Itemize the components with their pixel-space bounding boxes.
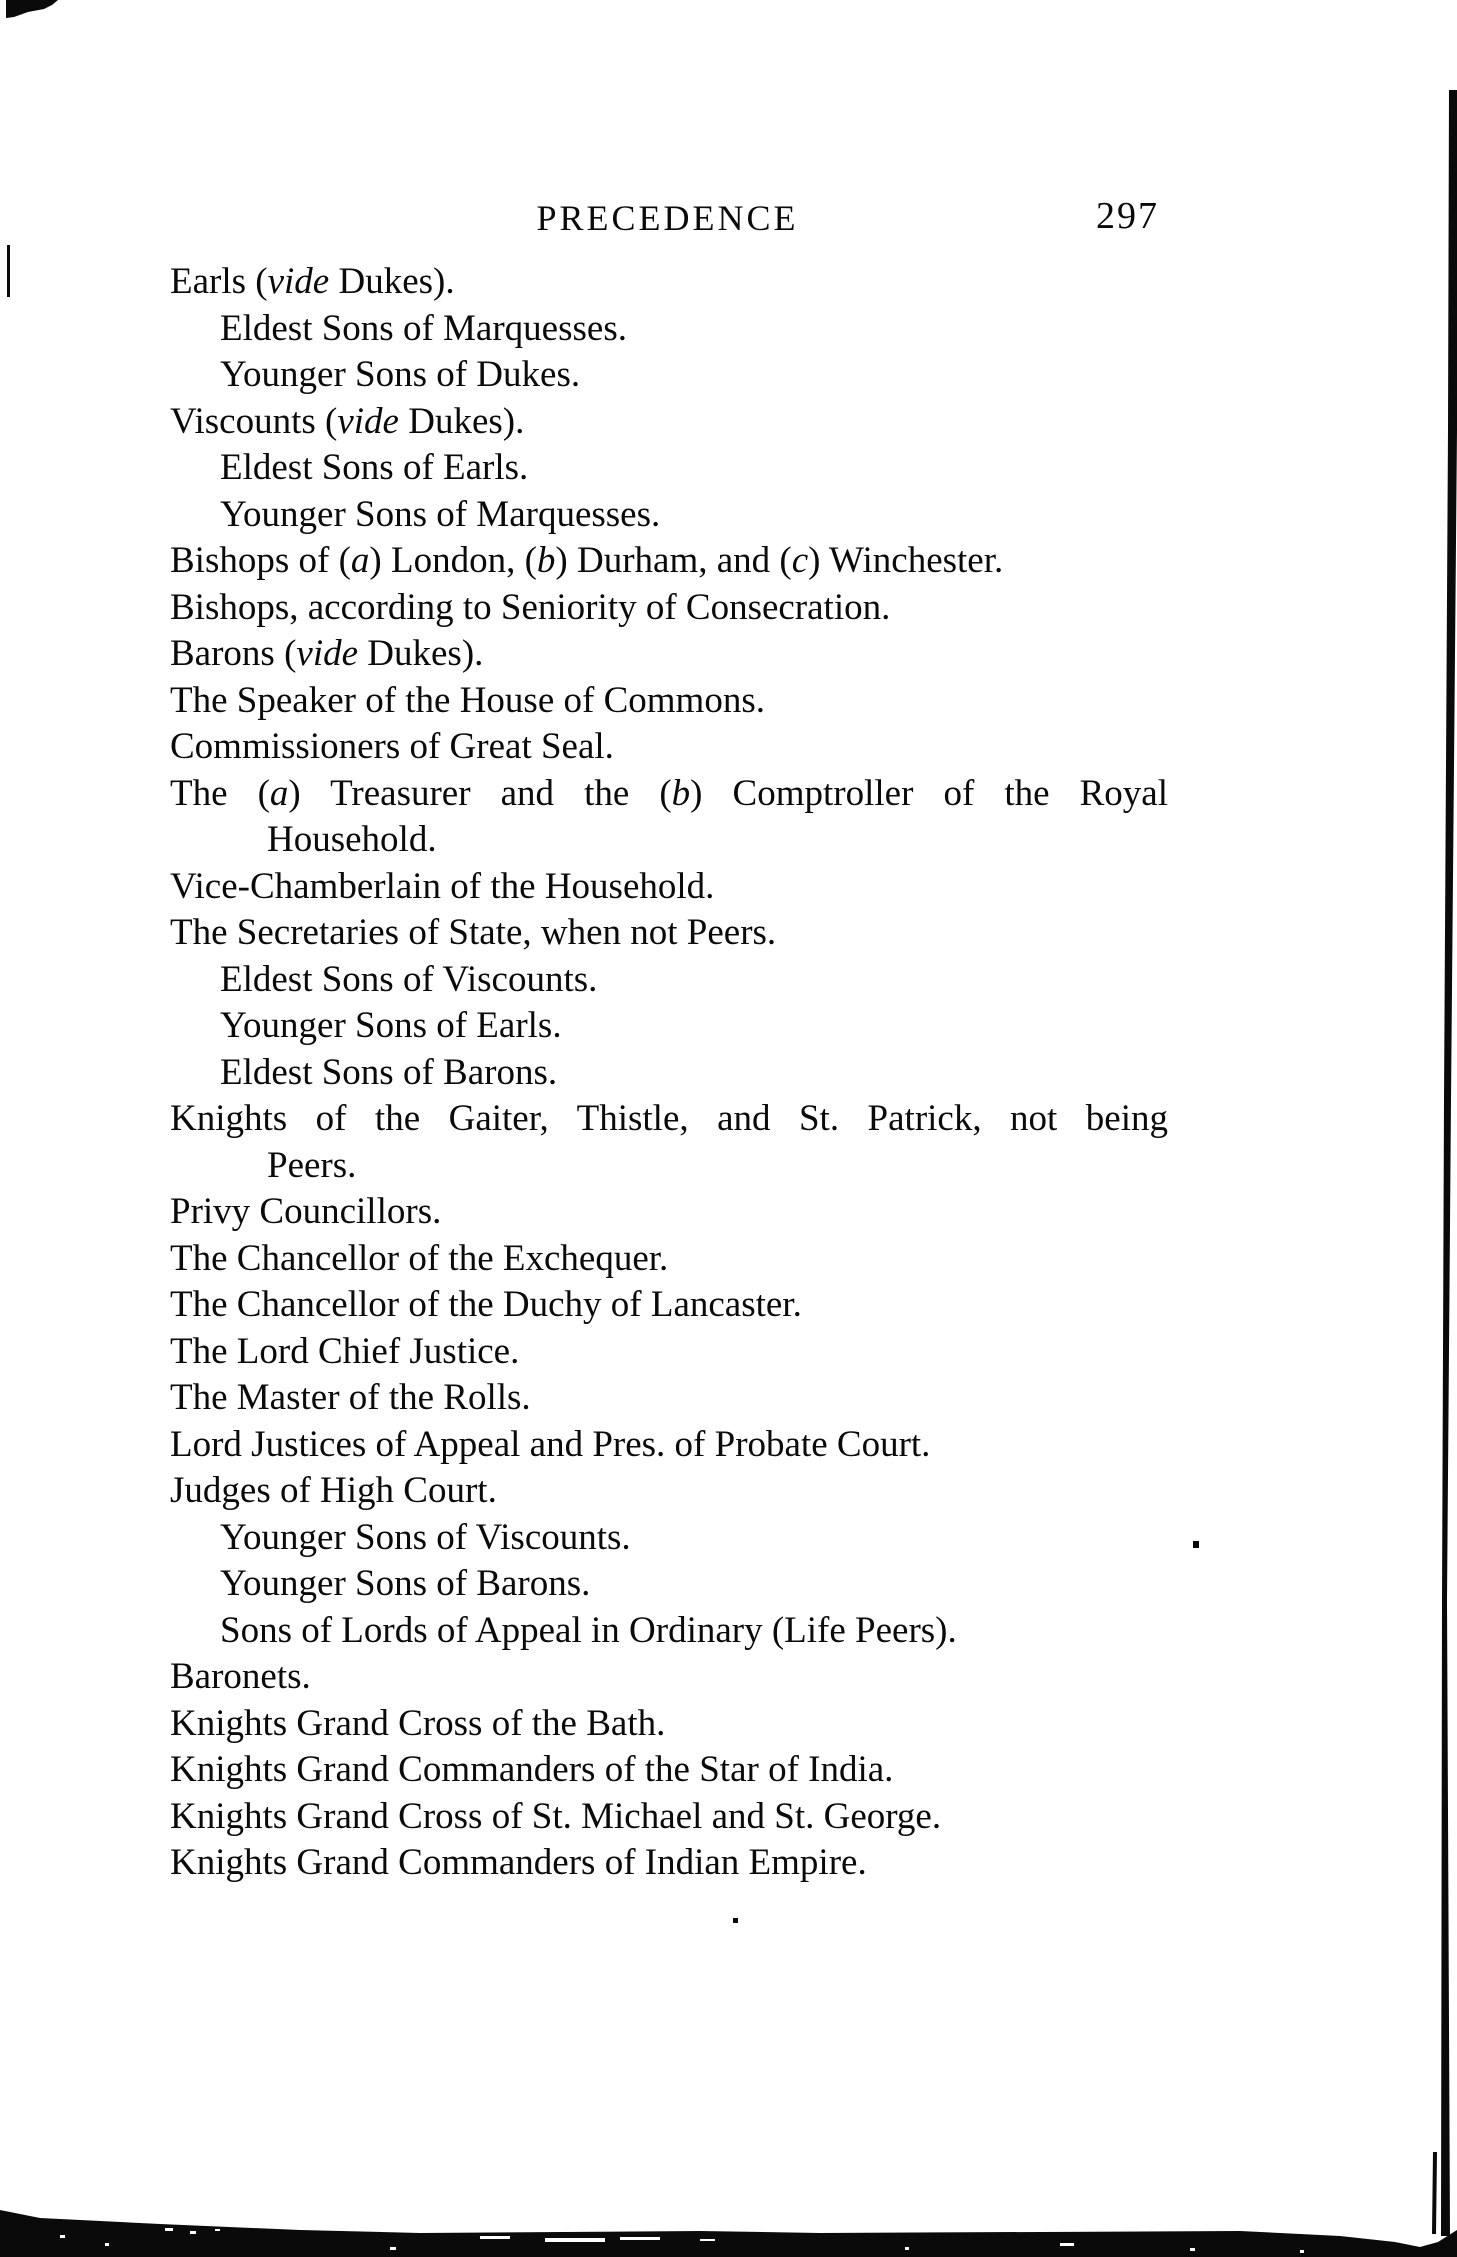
scan-artifact-band-speckles [60,2228,1304,2253]
page-header-title: PRECEDENCE [536,198,799,238]
list-line: Earls (vide Dukes). [170,261,455,302]
scan-artifact-dot-2 [733,1918,738,1923]
list-line: Commissioners of Great Seal. [170,726,614,767]
list-line: The Master of the Rolls. [170,1377,531,1418]
list-line: Baronets. [170,1656,311,1697]
list-line: The (a) Treasurer and the (b) Comptroller of the Royal [170,772,1168,814]
list-line: Sons of Lords of Appeal in Ordinary (Life Peers). [220,1609,957,1651]
list-line: Bishops of (a) London, (b) Durham, and (c) Winchester. [170,540,1004,581]
scan-artifact-right-bar [1441,90,1457,2236]
precedence-list [170,259,1168,1887]
list-line: Younger Sons of Earls. [220,1005,562,1046]
list-line: Judges of High Court. [170,1470,497,1511]
list-line: Peers. [267,1144,357,1186]
list-line: The Lord Chief Justice. [170,1330,520,1372]
list-line: Knights Grand Commanders of the Star of India. [170,1749,894,1790]
list-line: Privy Councillors. [170,1191,442,1232]
list-line: Viscounts (vide Dukes). [170,400,525,442]
list-line: Lord Justices of Appeal and Pres. of Probate Court. [170,1423,931,1465]
list-line: Household. [267,819,437,860]
list-line: Bishops, according to Seniority of Consecration. [170,586,891,628]
list-line: Younger Sons of Dukes. [220,354,581,395]
list-line: Knights of the Gaiter, Thistle, and St. Patrick, not being [170,1098,1168,1139]
list-line: The Chancellor of the Duchy of Lancaster. [170,1284,802,1325]
page-number: 297 [1096,195,1159,237]
list-line: Knights Grand Commanders of Indian Empire. [170,1842,867,1883]
scan-artifact-dot-1 [1193,1541,1199,1548]
list-line: Vice-Chamberlain of the Household. [170,865,715,907]
list-line: The Speaker of the House of Commons. [170,679,765,721]
list-line: Younger Sons of Barons. [220,1563,591,1604]
scan-artifact-top-left-mark [6,0,58,18]
scan-artifact-right-thin-line [1432,2152,1437,2234]
list-line: Younger Sons of Viscounts. [220,1516,631,1558]
list-line: The Secretaries of State, when not Peers. [170,912,777,953]
scan-artifact-left-margin-tick [7,245,10,297]
list-line: Eldest Sons of Viscounts. [220,958,598,1000]
list-line: Barons (vide Dukes). [170,633,484,674]
list-line: Knights Grand Cross of St. Michael and St. George. [170,1795,942,1837]
scan-artifact-bottom-band [0,2210,1457,2257]
list-line: Eldest Sons of Earls. [220,447,529,488]
list-line: Younger Sons of Marquesses. [220,493,661,535]
list-line: Eldest Sons of Marquesses. [220,307,627,349]
list-line: The Chancellor of the Exchequer. [170,1237,669,1279]
list-line: Knights Grand Cross of the Bath. [170,1702,666,1744]
list-line: Eldest Sons of Barons. [220,1051,558,1093]
